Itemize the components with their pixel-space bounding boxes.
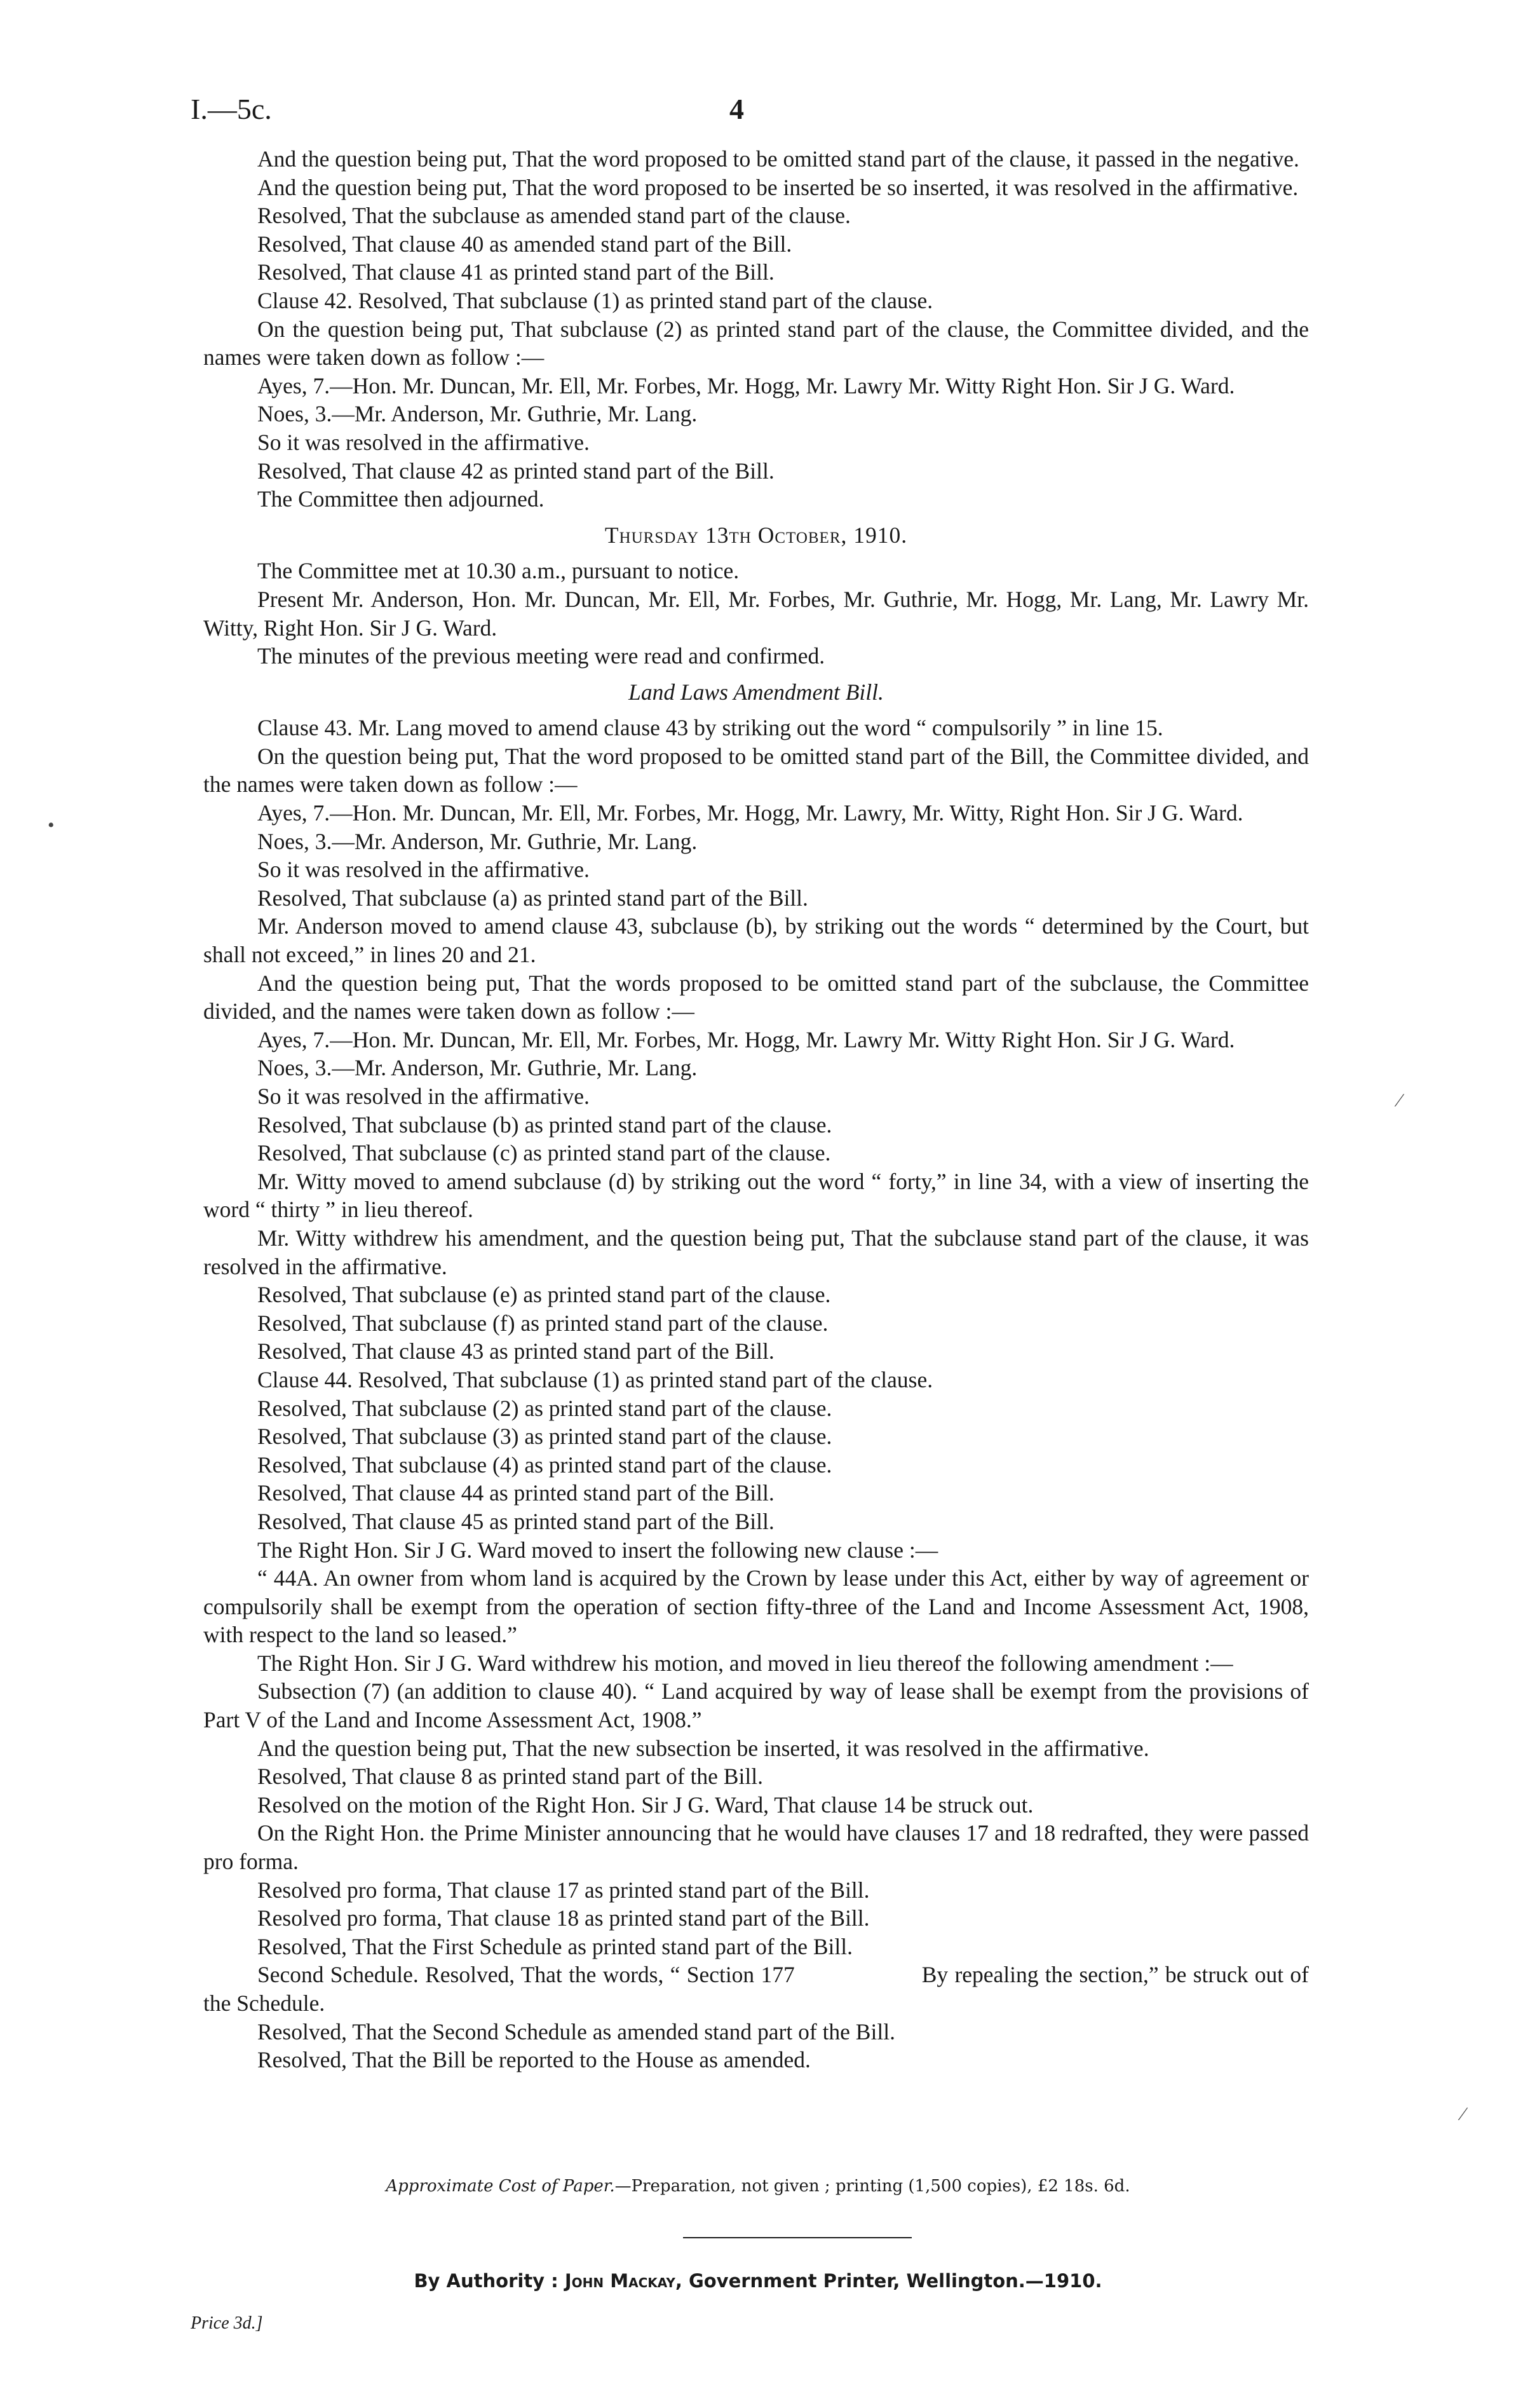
printer-suffix: , Government Printer, Wellington.—1910. [675,2270,1102,2292]
margin-mark: ⁄ [1398,1090,1402,1111]
paragraph: And the question being put, That the word proposed to be inserted be so inserted, it was resolved in the affirmative. [257,174,1299,200]
vote-noes: Noes, 3.—Mr. Anderson, Mr. Guthrie, Mr. Lang. [257,401,698,427]
paragraph: Clause 43. Mr. Lang moved to amend clause 43 by striking out the word “ compulsorily ” in line 15. [257,715,1163,741]
vote-ayes: Ayes, 7.—Hon. Mr. Duncan, Mr. Ell, Mr. Forbes, Mr. Hogg, Mr. Lawry Mr. Witty Right Hon. Sir J G. Ward. [257,1026,1235,1052]
paragraph: Clause 44. Resolved, That subclause (1) as printed stand part of the clause. [257,1366,933,1392]
paragraph: So it was resolved in the affirmative. [257,429,590,455]
paragraph: Mr. Witty withdrew his amendment, and the question being put, That the subclause stand part of the clause, it was resolved in the affirmative. [203,1225,1309,1279]
page-number: 4 [729,93,744,125]
document-reference: I.—5c. [191,93,272,125]
paragraph: On the question being put, That subclause (2) as printed stand part of the clause, the Committee divided, and the names were taken down as follow :— [203,316,1309,371]
schedule-paragraph [203,1961,1309,2017]
schedule-text-start: Second Schedule. Resolved, That the words, “ Section 177 [257,1962,795,1988]
paragraph: Resolved, That clause 8 as printed stand part of the Bill. [257,1764,763,1790]
margin-speck: • [48,815,55,836]
paragraph: Resolved pro forma, That clause 18 as printed stand part of the Bill. [257,1905,870,1931]
cost-text: —Preparation, not given ; printing (1,500 copies), £2 18s. 6d. [614,2177,1130,2196]
vote-ayes: Ayes, 7.—Hon. Mr. Duncan, Mr. Ell, Mr. Forbes, Mr. Hogg, Mr. Lawry, Mr. Witty, Right Hon. Sir J G. Ward. [257,800,1243,826]
paragraph: Resolved, That the subclause as amended stand part of the clause. [257,203,851,229]
paragraph: Resolved, That the Bill be reported to the House as amended. [257,2047,811,2073]
vote-noes: Noes, 3.—Mr. Anderson, Mr. Guthrie, Mr. Lang. [257,1055,698,1081]
paragraph: Resolved, That subclause (a) as printed stand part of the Bill. [257,885,808,911]
paragraph: Mr. Witty moved to amend subclause (d) by striking out the word “ forty,” in line 34, with a view of inserting the word “ thirty ” in lieu thereof. [203,1168,1309,1223]
paragraph: So it was resolved in the affirmative. [257,1084,590,1109]
paragraph: Mr. Anderson moved to amend clause 43, subclause (b), by striking out the words “ determined by the Court, but shall not exceed,” in lines 20 and 21. [203,913,1309,968]
paragraph: Clause 42. Resolved, That subclause (1) as printed stand part of the clause. [257,287,933,313]
margin-mark: ⁄ [1461,2104,1465,2125]
cost-label: Approximate Cost of Paper. [386,2177,615,2196]
printer-imprint [0,2270,1516,2292]
paragraph: Subsection (7) (an addition to clause 40). “ Land acquired by way of lease shall be exempt from the provisions of Part V of the Land and Income Assessment Act, 1908.” [203,1678,1309,1733]
paragraph: On the Right Hon. the Prime Minister announcing that he would have clauses 17 and 18 redrafted, they were passed pro forma. [203,1820,1309,1875]
printer-name: John Mackay [564,2270,675,2292]
paragraph: Resolved, That the Second Schedule as amended stand part of the Bill. [257,2018,895,2044]
paragraph: The minutes of the previous meeting were read and confirmed. [257,643,825,669]
page-header [0,92,1516,137]
paragraph: Resolved, That subclause (c) as printed stand part of the clause. [257,1140,831,1166]
paragraph: Resolved, That subclause (f) as printed stand part of the clause. [257,1310,829,1336]
meeting-date-heading: Thursday 13th October, 1910. [604,522,908,548]
paragraph: Resolved pro forma, That clause 17 as printed stand part of the Bill. [257,1877,870,1903]
paragraph: Resolved, That subclause (b) as printed stand part of the clause. [257,1112,832,1138]
footer-rule [683,2237,912,2238]
paragraph: And the question being put, That the new subsection be inserted, it was resolved in the affirmative. [257,1735,1149,1761]
printer-prefix: By Authority : [414,2270,558,2292]
paragraph: Resolved, That subclause (2) as printed stand part of the clause. [257,1395,832,1421]
paragraph: The Committee then adjourned. [257,486,545,512]
attendance: Present Mr. Anderson, Hon. Mr. Duncan, Mr. Ell, Mr. Forbes, Mr. Guthrie, Mr. Hogg, Mr. Lang, Mr. Lawry Mr. Witty, Right Hon. Sir J G. Ward. [203,586,1309,641]
vote-noes: Noes, 3.—Mr. Anderson, Mr. Guthrie, Mr. Lang. [257,828,698,854]
paragraph: And the question being put, That the word proposed to be omitted stand part of the clause, it passed in the negative. [257,146,1299,172]
paragraph: The Right Hon. Sir J G. Ward withdrew his motion, and moved in lieu thereof the following amendment :— [257,1650,1233,1676]
paragraph: Resolved, That clause 43 as printed stand part of the Bill. [257,1338,775,1364]
paragraph: And the question being put, That the words proposed to be omitted stand part of the subclause, the Committee divided, and the names were taken down as follow :— [203,970,1309,1024]
paragraph: Resolved, That clause 42 as printed stand part of the Bill. [257,458,775,484]
paragraph: The Right Hon. Sir J G. Ward moved to insert the following new clause :— [257,1537,938,1563]
minutes-body [203,145,1309,2074]
paragraph: Resolved on the motion of the Right Hon. Sir J G. Ward, That clause 14 be struck out. [257,1792,1034,1818]
paragraph: Resolved, That subclause (e) as printed stand part of the clause. [257,1282,831,1308]
paragraph: Resolved, That clause 41 as printed stand part of the Bill. [257,259,775,285]
paragraph: The Committee met at 10.30 a.m., pursuant to notice. [257,558,740,584]
paragraph: Resolved, That clause 44 as printed stand part of the Bill. [257,1480,775,1506]
price: Price 3d.] [191,2313,263,2333]
paragraph: Resolved, That subclause (3) as printed stand part of the clause. [257,1424,832,1450]
paragraph: Resolved, That subclause (4) as printed stand part of the clause. [257,1452,832,1478]
paragraph: Resolved, That clause 40 as amended stand part of the Bill. [257,231,792,257]
bill-title: Land Laws Amendment Bill. [628,679,884,705]
paragraph: So it was resolved in the affirmative. [257,857,590,883]
schedule-text-end: By repealing the section,” be struck out of the Schedule. [203,1962,1309,2016]
new-clause-text: “ 44A. An owner from whom land is acquired by the Crown by lease under this Act, either by way of agreement or compulsorily shall be exempt from the operation of section fifty-three of the Land and Income Assessment Act, 1908, with respect to the land so leased.” [203,1565,1309,1648]
paragraph: Resolved, That clause 45 as printed stand part of the Bill. [257,1508,775,1534]
vote-ayes: Ayes, 7.—Hon. Mr. Duncan, Mr. Ell, Mr. Forbes, Mr. Hogg, Mr. Lawry Mr. Witty Right Hon. Sir J G. Ward. [257,372,1235,398]
paragraph: On the question being put, That the word proposed to be omitted stand part of the Bill, the Committee divided, and the names were taken down as follow :— [203,743,1309,798]
paragraph: Resolved, That the First Schedule as printed stand part of the Bill. [257,1933,853,1959]
cost-note [0,2177,1516,2196]
